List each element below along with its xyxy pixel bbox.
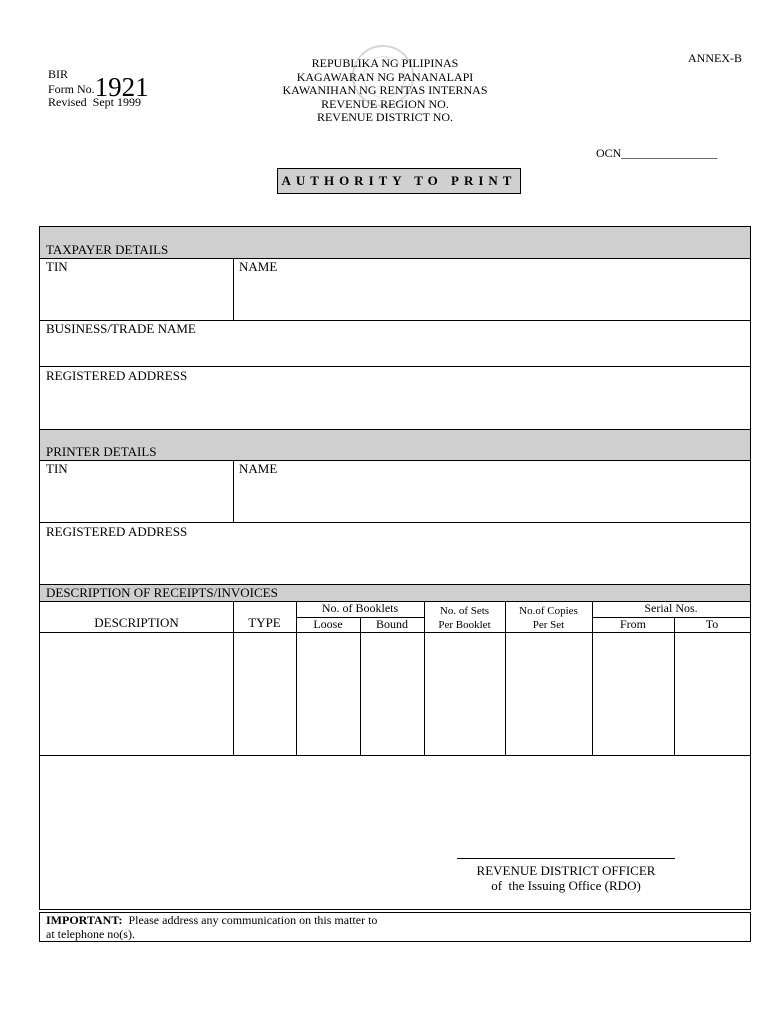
important-note xyxy=(39,912,751,942)
agency-line-bureau: KAWANIHAN NG RENTAS INTERNAS xyxy=(282,83,488,97)
col-from: From xyxy=(619,617,646,631)
printer-tin-label: TIN xyxy=(46,461,68,476)
col-sets-line1: No. of Sets xyxy=(439,605,490,617)
form-title: AUTHORITY TO PRINT xyxy=(277,168,521,194)
printer-address-label: REGISTERED ADDRESS xyxy=(46,524,188,539)
rdo-title: REVENUE DISTRICT OFFICER xyxy=(476,863,656,878)
col-to: To xyxy=(705,617,719,631)
col-bound: Bound xyxy=(375,617,408,631)
col-type: TYPE xyxy=(248,615,281,630)
annex-label: ANNEX-B xyxy=(688,51,742,65)
printer-heading: PRINTER DETAILS xyxy=(46,444,157,459)
col-copies-line2: Per Set xyxy=(532,619,565,631)
col-copies-line1: No.of Copies xyxy=(519,605,578,617)
important-line1 xyxy=(46,914,377,927)
ocn-field[interactable]: OCN________________ xyxy=(596,146,718,160)
agency-line-department: KAGAWARAN NG PANANALAPI xyxy=(296,69,474,84)
taxpayer-heading: TAXPAYER DETAILS xyxy=(46,242,169,257)
signature-line xyxy=(457,858,675,859)
rdo-subtitle: of the Issuing Office (RDO) xyxy=(491,878,641,893)
agency-line-district: REVENUE DISTRICT NO. xyxy=(316,110,454,124)
bir-label: BIR xyxy=(48,67,69,81)
col-booklets: No. of Booklets xyxy=(321,601,399,615)
printer-name-label: NAME xyxy=(239,461,278,476)
important-text: Please address any communication on this matter to xyxy=(128,913,378,927)
agency-header xyxy=(270,57,500,125)
form-number: 1921 xyxy=(94,72,149,102)
taxpayer-address-label: REGISTERED ADDRESS xyxy=(46,368,188,383)
revised-date: Revised Sept 1999 xyxy=(48,95,141,109)
important-label: IMPORTANT: xyxy=(46,913,123,927)
col-loose: Loose xyxy=(313,617,343,631)
taxpayer-tin-label: TIN xyxy=(46,259,68,274)
col-serial: Serial Nos. xyxy=(644,601,698,615)
col-sets-line2: Per Booklet xyxy=(438,619,491,631)
taxpayer-name-label: NAME xyxy=(239,259,278,274)
taxpayer-business-label: BUSINESS/TRADE NAME xyxy=(46,321,196,336)
receipts-heading: DESCRIPTION OF RECEIPTS/INVOICES xyxy=(46,585,278,600)
form-no-label: Form No. xyxy=(48,82,95,96)
agency-line-region: REVENUE REGION NO. xyxy=(321,96,449,111)
col-description: DESCRIPTION xyxy=(94,615,179,630)
important-line2: at telephone no(s). xyxy=(46,927,135,941)
agency-line-republic: REPUBLIKA NG PILIPINAS xyxy=(311,56,459,70)
atp-form xyxy=(39,226,751,910)
